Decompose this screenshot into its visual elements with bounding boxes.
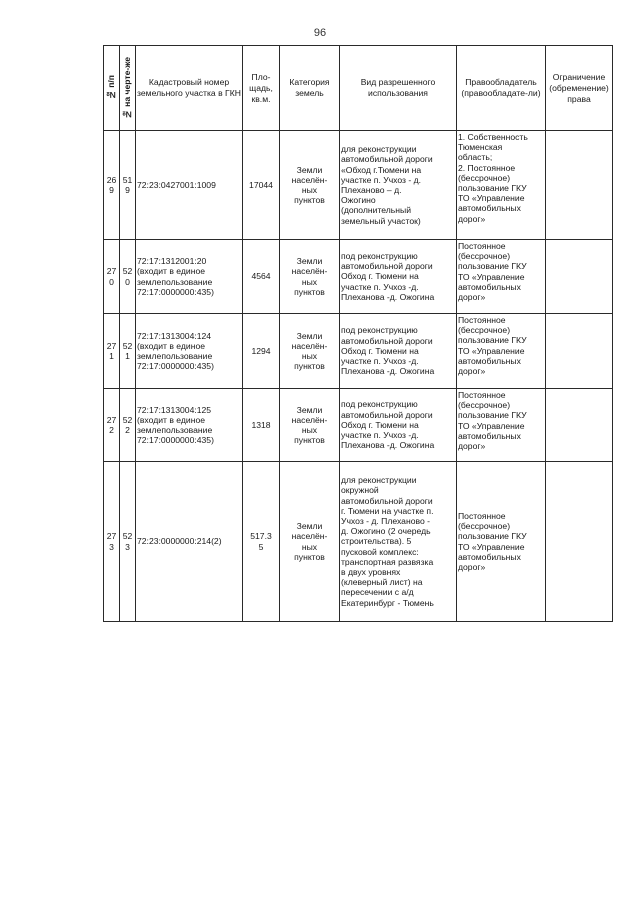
row-cadastral: 72:17:1312001:20 (входит в единое землепользование 72:17:0000000:435) bbox=[136, 240, 243, 314]
row-num: 273 bbox=[104, 462, 120, 622]
row-restriction bbox=[546, 389, 613, 462]
table-header-row bbox=[104, 46, 613, 131]
row-holder: Постоянное (бессрочное) пользование ГКУ ТО «Управление автомобильных дорог» bbox=[457, 389, 546, 462]
row-restriction bbox=[546, 314, 613, 389]
page-number: 96 bbox=[313, 27, 327, 39]
row-restriction bbox=[546, 131, 613, 240]
table-row bbox=[104, 131, 613, 240]
row-holder: Постоянное (бессрочное) пользование ГКУ ТО «Управление автомобильных дорог» bbox=[457, 462, 546, 622]
row-area: 517.3 5 bbox=[243, 462, 280, 622]
row-cadastral: 72:23:0000000:214(2) bbox=[136, 462, 243, 622]
row-use: для реконструкции окружной автомобильной дороги г. Тюмени на участке п. Учхоз - д. Плеханово - д. Ожогино (2 очередь строительства). 5 пусковой комплекс: транспортная развязка в двух уровнях (клеверный лист) на пересечении с а/д Екатеринбург - Тюмень bbox=[340, 462, 457, 622]
land-plots-table bbox=[103, 45, 613, 622]
row-num: 269 bbox=[104, 131, 120, 240]
row-drawing-num: 522 bbox=[120, 389, 136, 462]
row-area: 1294 bbox=[243, 314, 280, 389]
row-drawing-num: 523 bbox=[120, 462, 136, 622]
row-num: 272 bbox=[104, 389, 120, 462]
row-drawing-num: 521 bbox=[120, 314, 136, 389]
row-use: под реконструкцию автомобильной дороги Обход г. Тюмени на участке п. Учхоз -д. Плеханова -д. Ожогина bbox=[340, 314, 457, 389]
row-area: 17044 bbox=[243, 131, 280, 240]
row-use: под реконструкцию автомобильной дороги Обход г. Тюмени на участке п. Учхоз -д. Плеханова -д. Ожогина bbox=[340, 240, 457, 314]
row-category: Земли населён- ных пунктов bbox=[280, 389, 340, 462]
row-use: под реконструкцию автомобильной дороги Обход г. Тюмени на участке п. Учхоз -д. Плеханова -д. Ожогина bbox=[340, 389, 457, 462]
header-category: Категория земель bbox=[280, 46, 340, 131]
header-holder: Правообладатель (правообладате-ли) bbox=[457, 46, 546, 131]
header-restriction: Ограничение (обременение) права bbox=[546, 46, 613, 131]
row-restriction bbox=[546, 240, 613, 314]
row-num: 271 bbox=[104, 314, 120, 389]
header-num: № п/п bbox=[104, 46, 120, 131]
row-holder: 1. Собственность Тюменская область; 2. Постоянное (бессрочное) пользование ГКУ ТО «Управление автомобильных дорог» bbox=[457, 131, 546, 240]
table-row bbox=[104, 240, 613, 314]
row-holder: Постоянное (бессрочное) пользование ГКУ ТО «Управление автомобильных дорог» bbox=[457, 240, 546, 314]
row-restriction bbox=[546, 462, 613, 622]
row-drawing-num: 519 bbox=[120, 131, 136, 240]
row-area: 4564 bbox=[243, 240, 280, 314]
row-area: 1318 bbox=[243, 389, 280, 462]
row-drawing-num: 520 bbox=[120, 240, 136, 314]
table-row bbox=[104, 462, 613, 622]
row-cadastral: 72:23:0427001:1009 bbox=[136, 131, 243, 240]
table-row bbox=[104, 389, 613, 462]
header-use: Вид разрешенного использования bbox=[340, 46, 457, 131]
header-drawing-num: № на черте-же bbox=[120, 46, 136, 131]
row-category: Земли населён- ных пунктов bbox=[280, 314, 340, 389]
row-holder: Постоянное (бессрочное) пользование ГКУ ТО «Управление автомобильных дорог» bbox=[457, 314, 546, 389]
row-cadastral: 72:17:1313004:125 (входит в единое землепользование 72:17:0000000:435) bbox=[136, 389, 243, 462]
row-num: 270 bbox=[104, 240, 120, 314]
row-category: Земли населён- ных пунктов bbox=[280, 462, 340, 622]
row-category: Земли населён- ных пунктов bbox=[280, 131, 340, 240]
header-area: Пло-щадь, кв.м. bbox=[243, 46, 280, 131]
row-use: для реконструкции автомобильной дороги «Обход г.Тюмени на участке п. Учхоз - д. Плеханово – д. Ожогино (дополнительный земельный участок) bbox=[340, 131, 457, 240]
row-cadastral: 72:17:1313004:124 (входит в единое землепользование 72:17:0000000:435) bbox=[136, 314, 243, 389]
table-row bbox=[104, 314, 613, 389]
row-category: Земли населён- ных пунктов bbox=[280, 240, 340, 314]
header-cadastral: Кадастровый номер земельного участка в ГКН bbox=[136, 46, 243, 131]
